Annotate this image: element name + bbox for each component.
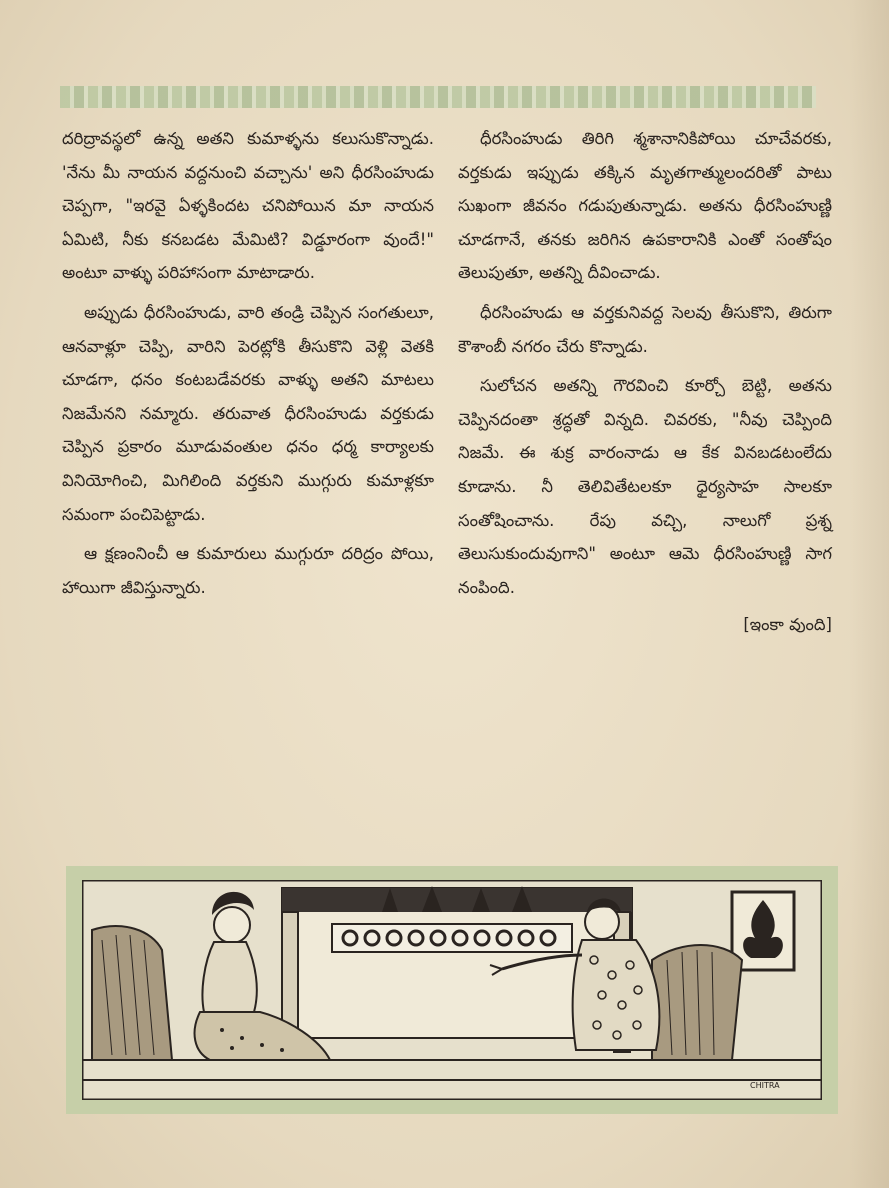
continued-label: [ఇంకా వుంది] xyxy=(743,615,832,635)
illustration-scene xyxy=(82,880,822,1100)
right-column xyxy=(458,122,832,642)
paragraph: దరిద్రావస్థలో ఉన్న అతని కుమాళ్ళను కలుసుకొన్నాడు. 'నేను మీ నాయన వద్దనుంచి వచ్చాను' అని ధీరసింహుడు చెప్పగా, "ఇరవై ఏళ్ళకిందట చనిపోయిన మా నాయన ఏమిటి, నీకు కనబడట మేమిటి? విడ్డూరంగా వుందే!" అంటూ వాళ్ళు పరిహాసంగా మాటాడారు. xyxy=(62,129,434,283)
left-column xyxy=(62,122,434,610)
paragraph: ధీరసింహుడు తిరిగి శ్మశానానికిపోయి చూచేవరకు, వర్తకుడు ఇప్పుడు తక్కిన మృతగాత్ములందరితో పాటు సుఖంగా జీవనం గడుపుతున్నాడు. అతను ధీరసింహుణ్ణి చూడగానే, తనకు జరిగిన ఉపకారానికి ఎంతో సంతోషం తెలుపుతూ, అతన్ని దీవించాడు. xyxy=(458,129,832,283)
paragraph: ధీరసింహుడు ఆ వర్తకునివద్ద సెలవు తీసుకొని, తిరుగా కౌశాంబీ నగరం చేరు కొన్నాడు. xyxy=(458,302,832,356)
paragraph: ఆ క్షణంనించీ ఆ కుమారులు ముగ్గురూ దరిద్రం పోయి, హాయిగా జీవిస్తున్నారు. xyxy=(62,544,434,597)
paragraph: అప్పుడు ధీరసింహుడు, వారి తండ్రి చెప్పిన సంగతులూ, ఆనవాళ్లూ చెప్పి, వారిని పెరట్లోకి తీసుకొని వెళ్లి వెతకి చూడగా, ధనం కంటబడేవరకు వాళ్ళు అతని మాటలు నిజమేనని నమ్మారు. తరువాత ధీరసింహుడు వర్తకుడు చెప్పిన ప్రకారం మూడువంతుల ధనం ధర్మ కార్యాలకు వినియోగించి, మిగిలింది వర్తకుని ముగ్గురు కుమాళ్లకూ సమంగా పంచిపెట్టాడు. xyxy=(62,302,434,524)
page-edge-shadow xyxy=(849,0,889,1188)
decorative-border xyxy=(60,86,816,108)
illustration-panel xyxy=(66,866,838,1114)
paragraph: సులోచన అతన్ని గౌరవించి కూర్చో బెట్టి, అతను చెప్పినదంతా శ్రద్ధతో విన్నది. చివరకు, "నీవు చెప్పింది నిజమే. ఈ శుక్ర వారంనాడు ఆ కేక వినబడటంలేదు కూడాను. నీ తెలివితేటలకూ ధైర్యసాహ సాలకూ సంతోషించాను. రేపు వచ్చి, నాలుగో ప్రశ్న తెలుసుకుందువుగాని" అంటూ ఆమె ధీరసింహుణ్ణి సాగ నంపింది. xyxy=(458,376,832,597)
illustration-signature: CHITRA xyxy=(750,1081,780,1090)
